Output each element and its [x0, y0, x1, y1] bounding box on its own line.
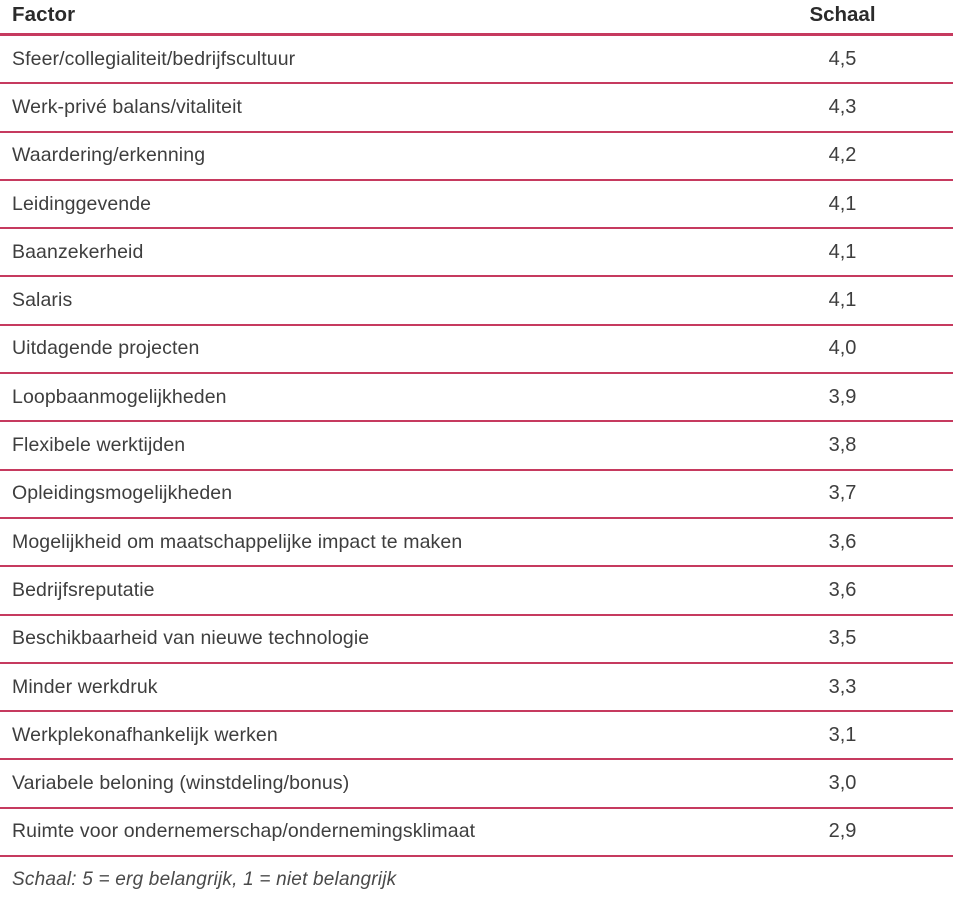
table-row — [0, 229, 953, 277]
factor-cell: Mogelijkheid om maatschappelijke impact te maken — [12, 530, 463, 553]
factor-cell: Werk-privé balans/vitaliteit — [12, 95, 243, 118]
factor-cell: Opleidingsmogelijkheden — [12, 482, 233, 505]
schaal-cell: 3,9 — [828, 385, 857, 408]
schaal-cell: 4,1 — [828, 240, 857, 263]
table-row — [0, 181, 953, 229]
column-header-schaal: Schaal — [809, 3, 876, 26]
table-row — [0, 326, 953, 374]
table-row — [0, 36, 953, 84]
schaal-cell: 4,1 — [828, 289, 857, 312]
schaal-cell: 3,6 — [828, 530, 857, 553]
schaal-cell: 4,3 — [828, 95, 857, 118]
table-header-row — [0, 0, 953, 36]
schaal-cell: 3,0 — [828, 772, 857, 795]
table-row — [0, 664, 953, 712]
scale-footnote: Schaal: 5 = erg belangrijk, 1 = niet belangrijk — [12, 869, 397, 891]
factor-cell: Leidinggevende — [12, 192, 152, 215]
schaal-cell: 3,8 — [828, 434, 857, 457]
column-header-factor: Factor — [12, 3, 76, 26]
factor-cell: Minder werkdruk — [12, 675, 158, 698]
table-row — [0, 809, 953, 857]
factor-cell: Salaris — [12, 289, 73, 312]
schaal-cell: 2,9 — [828, 820, 857, 843]
table-row — [0, 374, 953, 422]
table-row — [0, 422, 953, 470]
schaal-cell: 3,3 — [828, 675, 857, 698]
factor-cell: Werkplekonafhankelijk werken — [12, 723, 278, 746]
table-row — [0, 471, 953, 519]
factor-cell: Variabele beloning (winstdeling/bonus) — [12, 772, 350, 795]
table-row — [0, 519, 953, 567]
table-row — [0, 567, 953, 615]
factor-cell: Flexibele werktijden — [12, 434, 186, 457]
schaal-cell: 3,7 — [828, 482, 857, 505]
table-row — [0, 616, 953, 664]
schaal-cell: 4,1 — [828, 192, 857, 215]
schaal-cell: 4,5 — [828, 47, 857, 70]
table-row — [0, 277, 953, 325]
factor-cell: Sfeer/collegialiteit/bedrijfscultuur — [12, 47, 296, 70]
factor-cell: Ruimte voor ondernemerschap/ondernemingsklimaat — [12, 820, 476, 843]
schaal-cell: 3,5 — [828, 627, 857, 650]
table-row — [0, 84, 953, 132]
factor-cell: Baanzekerheid — [12, 240, 144, 263]
table-row — [0, 760, 953, 808]
schaal-cell: 4,2 — [828, 144, 857, 167]
schaal-cell: 4,0 — [828, 337, 857, 360]
table-row — [0, 712, 953, 760]
schaal-cell: 3,6 — [828, 578, 857, 601]
schaal-cell: 3,1 — [828, 723, 857, 746]
factor-cell: Beschikbaarheid van nieuwe technologie — [12, 627, 370, 650]
factor-cell: Bedrijfsreputatie — [12, 578, 155, 601]
factor-cell: Loopbaanmogelijkheden — [12, 385, 227, 408]
table-row — [0, 133, 953, 181]
factor-cell: Uitdagende projecten — [12, 337, 200, 360]
factor-cell: Waardering/erkenning — [12, 144, 206, 167]
